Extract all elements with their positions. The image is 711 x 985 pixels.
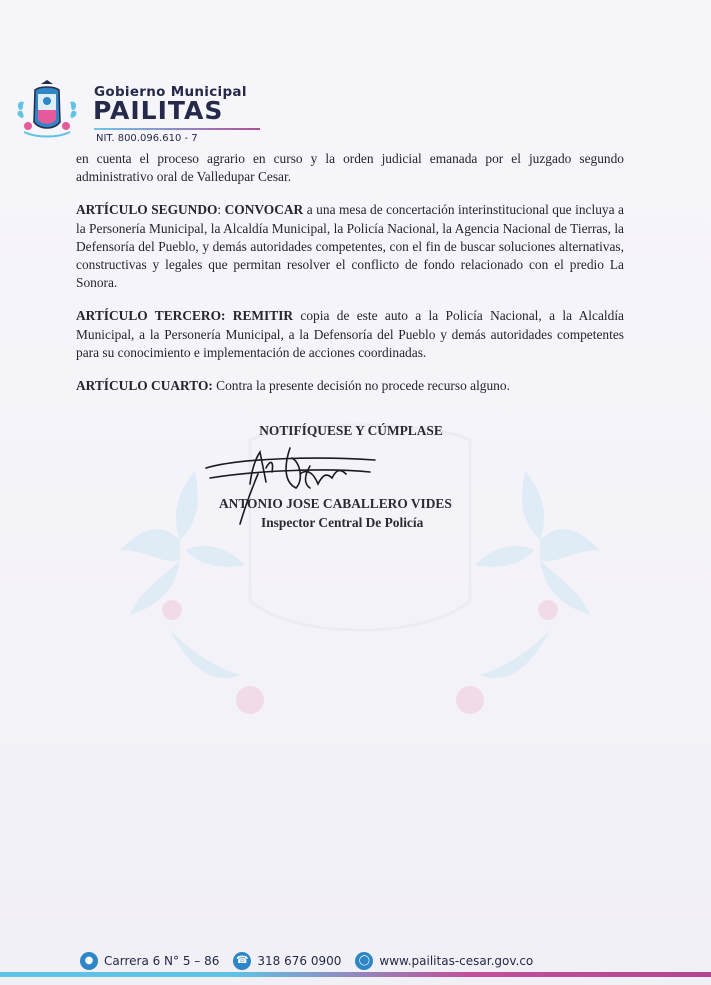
municipal-crest-icon <box>14 80 80 144</box>
article-fourth-label: ARTÍCULO CUARTO: <box>76 378 213 394</box>
article-fourth: ARTÍCULO CUARTO: Contra la presente decisión no procede recurso alguno. <box>76 378 510 394</box>
phone-icon: ☎ <box>233 952 251 970</box>
article-third: ARTÍCULO TERCERO: REMITIR copia de este auto a la Policía Nacional, a la Alcaldía Municipal, a la Personería Municipal, a la Defensoría del Pueblo y demás autoridades competentes para su conocimiento e implementación de acciones coordinadas. <box>76 308 624 360</box>
article-third-label: ARTÍCULO TERCERO: REMITIR <box>76 308 294 324</box>
tax-id: NIT. 800.096.610 - 7 <box>96 133 198 144</box>
article-second-verb: CONVOCAR <box>224 202 304 218</box>
signer-title: Inspector Central De Policía <box>261 515 424 530</box>
footer-website[interactable]: ◯ www.pailitas-cesar.gov.co <box>355 952 533 970</box>
footer-divider <box>0 972 711 977</box>
header-divider <box>94 128 260 130</box>
location-pin-icon: ● <box>80 952 98 970</box>
footer-phone: ☎ 318 676 0900 <box>233 952 341 970</box>
article-second: ARTÍCULO SEGUNDO: CONVOCAR a una mesa de concertación interinstitucional que incluya a la Personería Municipal, la Alcaldía Municipal, la Policía Nacional, la Agencia Nacional de Tierras, la Defensoría del Pueblo, y demás autoridades competentes, con el fin de buscar soluciones alternativas, constructivas y legales que permitan resolver el conflicto de fondo relacionado con el predio La Sonora. <box>76 202 624 291</box>
footer-address: ● Carrera 6 N° 5 – 86 <box>80 952 219 970</box>
signer-name: ANTONIO JOSE CABALLERO VIDES <box>219 496 452 511</box>
article-second-label: ARTÍCULO SEGUNDO <box>76 202 218 218</box>
footer-contact <box>80 951 533 971</box>
municipality-name: PAILITAS <box>93 96 224 125</box>
notification-heading: NOTIFÍQUESE Y CÚMPLASE <box>259 423 443 438</box>
document-body <box>76 150 624 410</box>
paragraph-intro: en cuenta el proceso agrario en curso y la orden judicial emanada por el juzgado segundo administrativo oral de Valledupar Cesar. <box>76 151 624 185</box>
government-label: Gobierno Municipal <box>94 84 247 100</box>
globe-icon: ◯ <box>355 952 373 970</box>
letterhead <box>14 76 254 146</box>
